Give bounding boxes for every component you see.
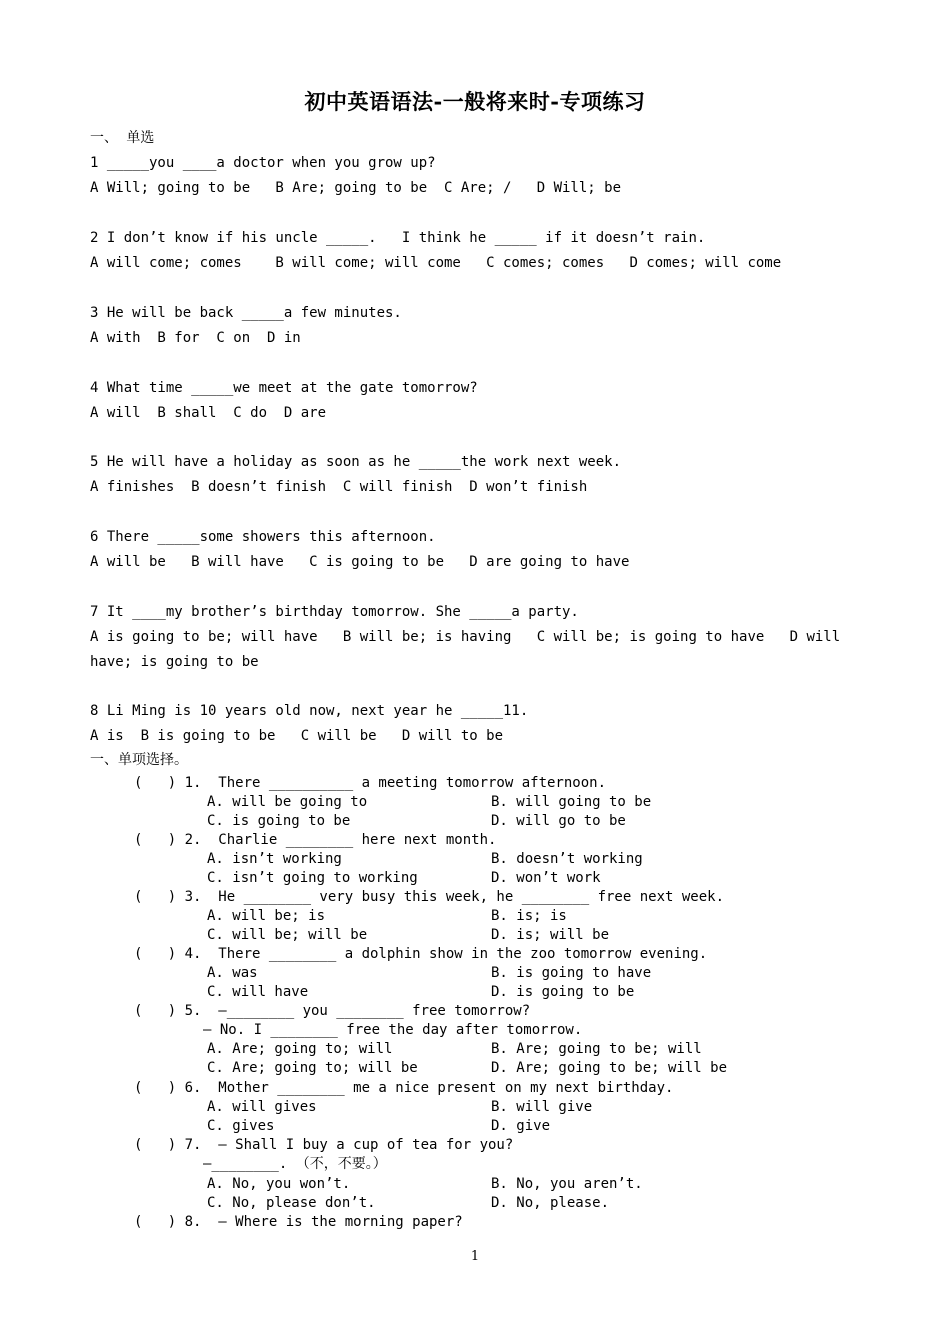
item-2-option-a: A. isn’t working: [207, 851, 342, 867]
item-7-option-d: D. No, please.: [491, 1195, 610, 1211]
item-5-option-d: D. Are; going to be; will be: [491, 1060, 728, 1076]
item-8-question: ( ) 8. – Where is the morning paper?: [134, 1214, 463, 1230]
options-8: A is B is going to be C will be D will to be: [90, 728, 504, 744]
options-1: A Will; going to be B Are; going to be C Are; / D Will; be: [90, 180, 622, 196]
item-5-option-a: A. Are; going to; will: [207, 1041, 393, 1057]
question-3: 3 He will be back _____a few minutes.: [90, 305, 402, 321]
options-4: A will B shall C do D are: [90, 405, 327, 421]
item-6-option-b: B. will give: [491, 1099, 593, 1115]
item-5-option-c: C. Are; going to; will be: [207, 1060, 418, 1076]
item-3-option-a: A. will be; is: [207, 908, 326, 924]
item-7-option-b: B. No, you aren’t.: [491, 1176, 643, 1192]
item-6-option-d: D. give: [491, 1118, 551, 1134]
item-5-subline: – No. I ________ free the day after tomorrow.: [203, 1022, 583, 1038]
question-7: 7 It ____my brother’s birthday tomorrow. She _____a party.: [90, 604, 579, 620]
question-1: 1 _____you ____a doctor when you grow up?: [90, 155, 436, 171]
item-3-option-d: D. is; will be: [491, 927, 610, 943]
item-5-question: ( ) 5. –________ you ________ free tomorrow?: [134, 1003, 531, 1019]
item-1-option-a: A. will be going to: [207, 794, 368, 810]
item-2-option-d: D. won’t work: [491, 870, 601, 886]
options-5: A finishes B doesn’t finish C will finish D won’t finish: [90, 479, 588, 495]
item-2-option-c: C. isn’t going to working: [207, 870, 418, 886]
item-7-option-a: A. No, you won’t.: [207, 1176, 351, 1192]
item-4-option-a: A. was: [207, 965, 258, 981]
item-4-option-c: C. will have: [207, 984, 309, 1000]
section2-heading: 一、单项选择。: [90, 752, 188, 768]
item-6-option-a: A. will gives: [207, 1099, 317, 1115]
item-1-option-d: D. will go to be: [491, 813, 626, 829]
item-1-option-b: B. will going to be: [491, 794, 652, 810]
item-6-question: ( ) 6. Mother ________ me a nice present on my next birthday.: [134, 1080, 674, 1096]
page-number: 1: [470, 1249, 480, 1264]
item-2-option-b: B. doesn’t working: [491, 851, 643, 867]
options-6: A will be B will have C is going to be D are going to have: [90, 554, 630, 570]
item-1-question: ( ) 1. There __________ a meeting tomorrow afternoon.: [134, 775, 607, 791]
item-3-question: ( ) 3. He ________ very busy this week, he ________ free next week.: [134, 889, 725, 905]
item-3-option-c: C. will be; will be: [207, 927, 368, 943]
item-7-question: ( ) 7. – Shall I buy a cup of tea for you?: [134, 1137, 514, 1153]
item-7-option-c: C. No, please don’t.: [207, 1195, 376, 1211]
item-3-option-b: B. is; is: [491, 908, 567, 924]
item-2-question: ( ) 2. Charlie ________ here next month.: [134, 832, 497, 848]
item-1-option-c: C. is going to be: [207, 813, 351, 829]
options-3: A with B for C on D in: [90, 330, 301, 346]
options-7: A is going to be; will have B will be; is having C will be; is going to have D will: [90, 629, 841, 645]
question-4: 4 What time _____we meet at the gate tomorrow?: [90, 380, 478, 396]
item-4-question: ( ) 4. There ________ a dolphin show in the zoo tomorrow evening.: [134, 946, 708, 962]
item-6-option-c: C. gives: [207, 1118, 275, 1134]
options-7-continued: have; is going to be: [90, 654, 259, 670]
question-8: 8 Li Ming is 10 years old now, next year he _____11.: [90, 703, 529, 719]
question-2: 2 I don’t know if his uncle _____. I think he _____ if it doesn’t rain.: [90, 230, 706, 246]
options-2: A will come; comes B will come; will come C comes; comes D comes; will come: [90, 255, 782, 271]
item-5-option-b: B. Are; going to be; will: [491, 1041, 702, 1057]
item-4-option-d: D. is going to be: [491, 984, 635, 1000]
section1-heading: 一、 单选: [90, 130, 155, 146]
question-5: 5 He will have a holiday as soon as he _____the work next week.: [90, 454, 622, 470]
question-6: 6 There _____some showers this afternoon.: [90, 529, 436, 545]
item-4-option-b: B. is going to have: [491, 965, 652, 981]
document-title: 初中英语语法-一般将来时-专项练习: [304, 89, 646, 114]
item-7-subline: –________. （不，不要。）: [203, 1156, 387, 1172]
